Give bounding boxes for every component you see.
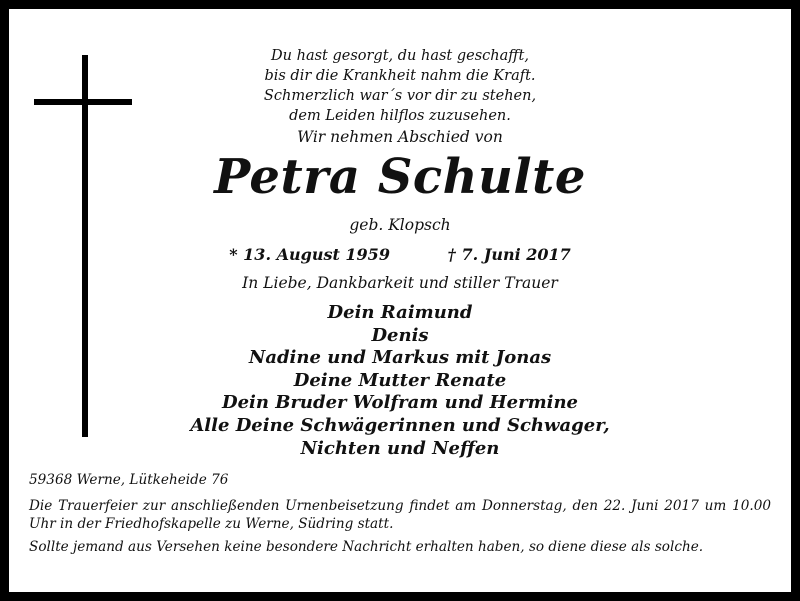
family-member: Deine Mutter Renate (293, 369, 507, 391)
family-member: Nichten und Neffen (300, 437, 500, 459)
life-dates (9, 245, 791, 264)
notice: Sollte jemand aus Versehen keine besondere Nachricht erhalten haben, so diene diese als solche. (29, 539, 704, 555)
mourning-line: In Liebe, Dankbarkeit und stiller Trauer (242, 274, 558, 292)
family-list (9, 302, 791, 460)
deceased-name: Petra Schulte (214, 149, 586, 205)
poem-line: Du hast gesorgt, du hast geschafft, (271, 48, 529, 64)
family-member: Nadine und Markus mit Jonas (248, 347, 552, 369)
maiden-name: geb. Klopsch (349, 216, 451, 234)
address: 59368 Werne, Lütkeheide 76 (29, 472, 229, 488)
family-member: Dein Bruder Wolfram und Hermine (221, 392, 578, 414)
poem-line: Schmerzlich war´s vor dir zu stehen, (263, 88, 537, 104)
farewell-line: Wir nehmen Abschied von (297, 128, 503, 146)
poem (9, 46, 791, 126)
service-info: Die Trauerfeier zur anschließenden Urnenbeisetzung findet am Donnerstag, den 22. Juni 2017 um 10.00 Uhr in der Friedhofskapelle zu Werne, Südring statt. (29, 498, 771, 532)
family-member: Alle Deine Schwägerinnen und Schwager, (190, 414, 610, 436)
family-member: Denis (371, 324, 429, 346)
death-date: † 7. Juni 2017 (447, 245, 571, 264)
birth-date: * 13. August 1959 (229, 245, 390, 264)
poem-line: bis dir die Krankheit nahm die Kraft. (264, 68, 536, 84)
poem-line: dem Leiden hilflos zuzusehen. (289, 108, 511, 124)
family-member: Dein Raimund (327, 302, 473, 323)
